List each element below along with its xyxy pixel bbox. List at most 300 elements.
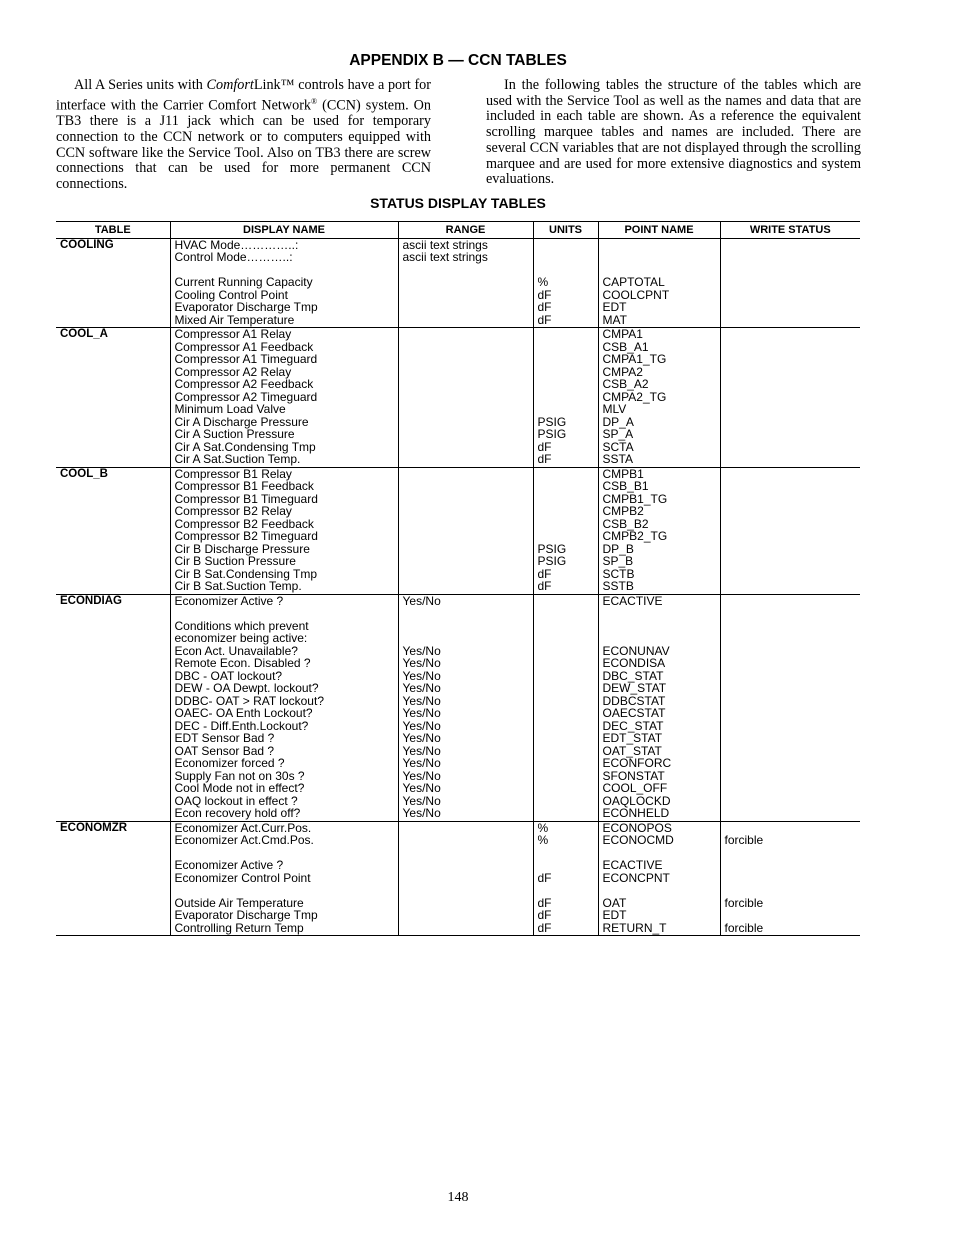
units-cell bbox=[533, 467, 598, 594]
point-name-line: ECONFORC bbox=[602, 756, 672, 770]
units-line bbox=[538, 757, 594, 770]
display-name-line: DBC - OAT lockout? bbox=[174, 668, 283, 683]
write-status-cell bbox=[720, 821, 860, 936]
range-line bbox=[403, 555, 529, 568]
write-status-line bbox=[725, 403, 857, 416]
units-line: PSIG bbox=[537, 427, 567, 441]
point-name-line: ECONUNAV bbox=[602, 643, 670, 658]
units-line bbox=[538, 859, 594, 872]
display-name-line: Outside Air Temperature bbox=[174, 895, 304, 910]
range-line: Yes/No bbox=[402, 693, 441, 708]
point-name-line bbox=[603, 239, 716, 252]
display-name-line: Remote Econ. Disabled ? bbox=[174, 656, 311, 670]
units-line bbox=[538, 341, 594, 354]
point-name-line: ECACTIVE bbox=[602, 858, 663, 872]
units-line: % bbox=[537, 275, 549, 289]
units-line bbox=[538, 632, 594, 645]
display-name-line bbox=[175, 607, 394, 620]
units-line bbox=[538, 366, 594, 379]
range-line bbox=[403, 403, 529, 416]
status-display-table bbox=[56, 221, 860, 936]
write-status-line bbox=[725, 505, 857, 518]
write-status-line bbox=[725, 328, 857, 341]
range-line: Yes/No bbox=[402, 806, 441, 820]
write-status-line: forcible bbox=[724, 833, 764, 847]
units-line bbox=[538, 657, 594, 670]
display-name-line: Supply Fan not on 30s ? bbox=[174, 768, 305, 783]
point-name-line: CMPA1 bbox=[602, 327, 643, 341]
point-name-line: CMPA2 bbox=[602, 364, 643, 379]
write-status-line bbox=[725, 543, 857, 556]
point-name-line: SSTA bbox=[602, 452, 633, 466]
range-line bbox=[403, 480, 529, 493]
point-name-line: CMPB1 bbox=[602, 466, 644, 481]
range-cell bbox=[398, 328, 533, 468]
display-name-line: Econ recovery hold off? bbox=[174, 806, 301, 820]
range-line bbox=[403, 289, 529, 302]
display-name-line: Economizer Active ? bbox=[174, 593, 284, 608]
range-line bbox=[403, 353, 529, 366]
write-status-line bbox=[725, 770, 857, 783]
header-display-name: DISPLAY NAME bbox=[170, 222, 398, 239]
range-line: Yes/No bbox=[402, 731, 441, 745]
point-name-line: COOLCPNT bbox=[602, 287, 670, 302]
intro-paragraph-right: In the following tables the structure of the tables which are used with the Service Tool as well as the names and data that are included in each table are shown. As a reference the equivalent scrolling marquee tables and names are included. There are several CCN variables that are not displayed through the scrolling marquee and are used for more extensive diagnostics and system evaluations. bbox=[486, 77, 861, 188]
units-line: dF bbox=[537, 312, 552, 327]
table-name-cell: COOLING bbox=[56, 238, 170, 328]
write-status-line bbox=[725, 453, 857, 466]
display-name-line: OAT Sensor Bad ? bbox=[174, 743, 275, 758]
write-status-line bbox=[725, 555, 857, 568]
point-name-line: SCTA bbox=[602, 439, 634, 454]
display-name-line: DEC - Diff.Enth.Lockout? bbox=[174, 718, 309, 733]
write-status-line bbox=[725, 757, 857, 770]
write-status-line bbox=[725, 341, 857, 354]
range-line bbox=[403, 301, 529, 314]
point-name-cell bbox=[598, 821, 720, 936]
write-status-line bbox=[725, 632, 857, 645]
write-status-line bbox=[725, 468, 857, 481]
range-line bbox=[403, 543, 529, 556]
display-name-line: Cir A Sat.Suction Temp. bbox=[174, 452, 301, 466]
write-status-line bbox=[725, 657, 857, 670]
write-status-line bbox=[725, 732, 857, 745]
units-line: dF bbox=[537, 566, 552, 581]
display-name-line: DEW - OA Dewpt. lockout? bbox=[174, 681, 319, 695]
range-line: Yes/No bbox=[402, 656, 441, 670]
table-name-cell: ECONOMZR bbox=[56, 821, 170, 936]
range-line bbox=[403, 378, 529, 391]
units-cell bbox=[533, 821, 598, 936]
table-group-row bbox=[56, 328, 860, 468]
table-group-row bbox=[56, 238, 860, 328]
display-name-line: Compressor B2 Feedback bbox=[174, 516, 314, 531]
point-name-cell bbox=[598, 467, 720, 594]
point-name-line: CSB_A1 bbox=[602, 339, 649, 354]
units-line bbox=[538, 518, 594, 531]
point-name-cell bbox=[598, 328, 720, 468]
write-status-line bbox=[725, 859, 857, 872]
header-range: RANGE bbox=[398, 222, 533, 239]
header-table: TABLE bbox=[56, 222, 170, 239]
display-name-line: Cir A Discharge Pressure bbox=[174, 414, 309, 429]
point-name-line: SCTB bbox=[602, 566, 635, 581]
range-line: Yes/No bbox=[402, 793, 441, 808]
display-name-line: Mixed Air Temperature bbox=[174, 312, 295, 327]
point-name-line: EDT_STAT bbox=[602, 731, 663, 745]
intro-paragraph-left: All A Series units with ComfortLink™ controls have a port for interface with the Carrier Comfort Network® (CCN) system. On TB3 there is a J11 jack which can be used for temporary connection to the CCN network or to computers equipped with CCN software like the Service Tool. Also on TB3 there are screw connections that can be used for more permanent CCN connections. bbox=[56, 77, 432, 192]
display-name-line: DDBC- OAT > RAT lockout? bbox=[174, 693, 324, 708]
point-name-line bbox=[603, 251, 716, 264]
units-line: dF bbox=[537, 908, 552, 922]
display-name-line: Cir A Suction Pressure bbox=[174, 427, 295, 441]
range-line bbox=[403, 468, 529, 481]
write-status-line bbox=[725, 378, 857, 391]
write-status-line bbox=[725, 720, 857, 733]
write-status-line bbox=[725, 909, 857, 922]
write-status-line bbox=[725, 480, 857, 493]
display-name-line: Compressor B2 Relay bbox=[174, 504, 292, 518]
point-name-line bbox=[603, 632, 716, 645]
point-name-line: EDT bbox=[602, 908, 627, 922]
table-name-cell: COOL_A bbox=[56, 328, 170, 468]
point-name-line: ECONHELD bbox=[602, 806, 670, 820]
table-group-row bbox=[56, 594, 860, 821]
range-line bbox=[403, 884, 529, 897]
table-group-row bbox=[56, 821, 860, 936]
point-name-line: ECONDISA bbox=[602, 656, 666, 670]
display-name-line: Compressor A2 Relay bbox=[174, 364, 292, 379]
range-line: Yes/No bbox=[402, 781, 441, 795]
write-status-line bbox=[725, 239, 857, 252]
page-number: 148 bbox=[447, 1190, 469, 1205]
units-line bbox=[538, 607, 594, 620]
write-status-line bbox=[725, 595, 857, 608]
range-line bbox=[403, 922, 529, 935]
units-line bbox=[538, 353, 594, 366]
units-line bbox=[538, 468, 594, 481]
range-line bbox=[403, 264, 529, 277]
write-status-line bbox=[725, 682, 857, 695]
table-header-row bbox=[56, 222, 860, 239]
write-status-line bbox=[725, 251, 857, 264]
range-line bbox=[403, 822, 529, 835]
range-line: Yes/No bbox=[402, 743, 441, 758]
point-name-line: OAQLOCKD bbox=[602, 793, 671, 808]
display-name-cell bbox=[170, 238, 398, 328]
write-status-line bbox=[725, 872, 857, 885]
display-name-line: Compressor B1 Relay bbox=[174, 466, 292, 481]
display-name-line: HVAC Mode…………..: bbox=[174, 237, 299, 252]
display-name-line: Minimum Load Valve bbox=[174, 402, 286, 416]
units-line bbox=[538, 328, 594, 341]
display-name-line: Compressor A2 Feedback bbox=[174, 377, 314, 391]
write-status-line bbox=[725, 366, 857, 379]
units-line bbox=[538, 239, 594, 252]
write-status-line bbox=[725, 518, 857, 531]
units-line: dF bbox=[537, 287, 552, 302]
range-line bbox=[403, 441, 529, 454]
range-line: Yes/No bbox=[402, 643, 441, 658]
write-status-cell bbox=[720, 238, 860, 328]
range-line: Yes/No bbox=[402, 768, 441, 783]
display-name-line: Economizer Act.Curr.Pos. bbox=[174, 820, 312, 835]
range-line: ascii text strings bbox=[402, 237, 488, 252]
point-name-line: SP_A bbox=[602, 427, 634, 441]
display-name-line: Economizer Control Point bbox=[174, 870, 311, 885]
point-name-line: CMPB1_TG bbox=[602, 491, 668, 506]
display-name-line: Compressor B2 Timeguard bbox=[174, 529, 318, 543]
display-name-cell bbox=[170, 328, 398, 468]
point-name-cell bbox=[598, 594, 720, 821]
display-name-line: Cir A Sat.Condensing Tmp bbox=[174, 439, 316, 454]
display-name-line: Conditions which prevent bbox=[174, 618, 309, 633]
point-name-line: RETURN_T bbox=[602, 920, 667, 935]
display-name-line: economizer being active: bbox=[174, 631, 308, 645]
point-name-line: CMPA1_TG bbox=[602, 352, 667, 366]
page-title: APPENDIX B — CCN TABLES bbox=[349, 52, 567, 69]
point-name-line: SP_B bbox=[602, 554, 634, 568]
display-name-cell bbox=[170, 467, 398, 594]
write-status-line bbox=[725, 568, 857, 581]
units-cell bbox=[533, 328, 598, 468]
range-line bbox=[403, 391, 529, 404]
range-line bbox=[403, 897, 529, 910]
units-line bbox=[538, 695, 594, 708]
point-name-line: DEW_STAT bbox=[602, 681, 667, 695]
range-line: Yes/No bbox=[402, 756, 441, 770]
units-line bbox=[538, 770, 594, 783]
point-name-line bbox=[603, 884, 716, 897]
units-line: dF bbox=[537, 579, 552, 593]
units-cell bbox=[533, 238, 598, 328]
header-write-status: WRITE STATUS bbox=[720, 222, 860, 239]
range-line: Yes/No bbox=[402, 681, 441, 695]
display-name-line: Current Running Capacity bbox=[174, 275, 313, 289]
range-line: Yes/No bbox=[402, 668, 441, 683]
units-line bbox=[538, 884, 594, 897]
point-name-line: ECACTIVE bbox=[602, 593, 663, 608]
write-status-line bbox=[725, 670, 857, 683]
display-name-line: Cooling Control Point bbox=[174, 287, 288, 302]
write-status-line bbox=[725, 441, 857, 454]
write-status-line bbox=[725, 707, 857, 720]
units-line bbox=[538, 720, 594, 733]
table-name-cell: ECONDIAG bbox=[56, 594, 170, 821]
write-status-line bbox=[725, 695, 857, 708]
range-line bbox=[403, 872, 529, 885]
range-line: Yes/No bbox=[402, 706, 441, 720]
display-name-line: Control Mode………..: bbox=[174, 250, 293, 264]
units-line: dF bbox=[537, 439, 552, 454]
units-line bbox=[538, 745, 594, 758]
units-line: dF bbox=[537, 895, 552, 910]
write-status-line bbox=[725, 353, 857, 366]
write-status-line bbox=[725, 745, 857, 758]
units-line: dF bbox=[537, 300, 552, 314]
write-status-line bbox=[725, 289, 857, 302]
units-line bbox=[538, 682, 594, 695]
write-status-line bbox=[725, 276, 857, 289]
point-name-line: MAT bbox=[602, 312, 627, 327]
units-line bbox=[538, 847, 594, 860]
display-name-line: Compressor B1 Feedback bbox=[174, 479, 314, 493]
units-line bbox=[538, 403, 594, 416]
write-status-line bbox=[725, 782, 857, 795]
display-name-line bbox=[175, 884, 394, 897]
range-line bbox=[403, 341, 529, 354]
range-cell bbox=[398, 821, 533, 936]
units-line: PSIG bbox=[537, 414, 567, 429]
point-name-line: CSB_A2 bbox=[602, 377, 649, 391]
point-name-line bbox=[603, 607, 716, 620]
range-line bbox=[403, 909, 529, 922]
write-status-cell bbox=[720, 328, 860, 468]
units-line: % bbox=[537, 820, 549, 835]
units-line bbox=[538, 530, 594, 543]
units-line bbox=[538, 251, 594, 264]
units-line bbox=[538, 391, 594, 404]
display-name-line: Evaporator Discharge Tmp bbox=[174, 908, 318, 922]
write-status-line bbox=[725, 493, 857, 506]
units-line: PSIG bbox=[537, 554, 567, 568]
point-name-line: ECONOCMD bbox=[602, 833, 674, 847]
display-name-line: Evaporator Discharge Tmp bbox=[174, 300, 318, 314]
point-name-line: OAT_STAT bbox=[602, 743, 662, 758]
units-line: dF bbox=[537, 870, 552, 885]
write-status-line bbox=[725, 264, 857, 277]
display-name-line: Cir B Suction Pressure bbox=[174, 554, 296, 568]
write-status-line: forcible bbox=[724, 920, 764, 935]
range-line bbox=[403, 530, 529, 543]
range-line bbox=[403, 366, 529, 379]
point-name-line: SSTB bbox=[602, 579, 634, 593]
units-line: PSIG bbox=[537, 541, 567, 556]
display-name-line: OAQ lockout in effect ? bbox=[174, 793, 298, 808]
point-name-cell bbox=[598, 238, 720, 328]
point-name-line: DDBCSTAT bbox=[602, 693, 666, 708]
write-status-line bbox=[725, 847, 857, 860]
range-line bbox=[403, 416, 529, 429]
point-name-line: CAPTOTAL bbox=[602, 275, 665, 289]
write-status-line bbox=[725, 607, 857, 620]
range-line bbox=[403, 518, 529, 531]
range-line bbox=[403, 328, 529, 341]
point-name-line: CMPB2 bbox=[602, 504, 644, 518]
display-name-line: Compressor A2 Timeguard bbox=[174, 389, 318, 404]
section-subtitle: STATUS DISPLAY TABLES bbox=[370, 195, 546, 211]
range-line bbox=[403, 428, 529, 441]
display-name-line: Compressor B1 Timeguard bbox=[174, 491, 318, 506]
write-status-line: forcible bbox=[724, 895, 764, 910]
units-line bbox=[538, 493, 594, 506]
write-status-line bbox=[725, 530, 857, 543]
point-name-line: CMPB2_TG bbox=[602, 529, 668, 543]
display-name-line: Cir B Sat.Suction Temp. bbox=[174, 579, 302, 593]
write-status-line bbox=[725, 428, 857, 441]
write-status-line bbox=[725, 391, 857, 404]
range-line bbox=[403, 453, 529, 466]
point-name-line: MLV bbox=[602, 402, 627, 416]
display-name-line: Cool Mode not in effect? bbox=[174, 781, 305, 795]
point-name-line: DP_A bbox=[602, 414, 634, 429]
point-name-line: COOL_OFF bbox=[602, 781, 668, 795]
write-status-cell bbox=[720, 467, 860, 594]
units-line bbox=[538, 795, 594, 808]
units-line bbox=[538, 782, 594, 795]
range-line bbox=[403, 859, 529, 872]
range-line bbox=[403, 847, 529, 860]
range-line bbox=[403, 834, 529, 847]
display-name-line: Controlling Return Temp bbox=[174, 920, 304, 935]
display-name-line: Cir B Discharge Pressure bbox=[174, 541, 310, 556]
units-line bbox=[538, 707, 594, 720]
units-cell bbox=[533, 594, 598, 821]
units-line bbox=[538, 480, 594, 493]
header-point-name: POINT NAME bbox=[598, 222, 720, 239]
range-cell bbox=[398, 467, 533, 594]
display-name-line: OAEC- OA Enth Lockout? bbox=[174, 706, 313, 720]
range-line: ascii text strings bbox=[402, 250, 488, 264]
range-cell bbox=[398, 594, 533, 821]
range-line bbox=[403, 276, 529, 289]
point-name-line: CSB_B1 bbox=[602, 479, 649, 493]
range-line: Yes/No bbox=[402, 593, 441, 608]
write-status-line bbox=[725, 795, 857, 808]
range-line bbox=[403, 505, 529, 518]
display-name-line: Compressor A1 Relay bbox=[174, 327, 292, 341]
range-cell bbox=[398, 238, 533, 328]
units-line bbox=[538, 807, 594, 820]
range-line bbox=[403, 314, 529, 327]
write-status-line bbox=[725, 416, 857, 429]
point-name-line: ECONOPOS bbox=[602, 820, 672, 835]
write-status-line bbox=[725, 580, 857, 593]
display-name-line: Econ Act. Unavailable? bbox=[174, 643, 298, 658]
point-name-line: ECONCPNT bbox=[602, 870, 670, 885]
range-line bbox=[403, 632, 529, 645]
write-status-line bbox=[725, 884, 857, 897]
header-units: UNITS bbox=[533, 222, 598, 239]
table-group-row bbox=[56, 467, 860, 594]
units-line bbox=[538, 732, 594, 745]
display-name-cell bbox=[170, 821, 398, 936]
point-name-line: SFONSTAT bbox=[602, 768, 665, 783]
range-line bbox=[403, 607, 529, 620]
range-line bbox=[403, 568, 529, 581]
point-name-line: OAECSTAT bbox=[602, 706, 666, 720]
point-name-line: CSB_B2 bbox=[602, 516, 649, 531]
display-name-line: EDT Sensor Bad ? bbox=[174, 731, 275, 745]
units-line bbox=[538, 620, 594, 633]
point-name-line: DP_B bbox=[602, 541, 634, 556]
write-status-line bbox=[725, 807, 857, 820]
units-line bbox=[538, 595, 594, 608]
units-line: % bbox=[537, 833, 549, 847]
units-line bbox=[538, 670, 594, 683]
display-name-line: Compressor A1 Feedback bbox=[174, 339, 314, 354]
display-name-line: Cir B Sat.Condensing Tmp bbox=[174, 566, 318, 581]
units-line bbox=[538, 378, 594, 391]
table-name-cell: COOL_B bbox=[56, 467, 170, 594]
point-name-line: DBC_STAT bbox=[602, 668, 664, 683]
display-name-line: Economizer Act.Cmd.Pos. bbox=[174, 833, 314, 847]
write-status-cell bbox=[720, 594, 860, 821]
range-line bbox=[403, 493, 529, 506]
display-name-line: Economizer Active ? bbox=[174, 858, 284, 872]
point-name-line: CMPA2_TG bbox=[602, 389, 667, 404]
write-status-line bbox=[725, 301, 857, 314]
